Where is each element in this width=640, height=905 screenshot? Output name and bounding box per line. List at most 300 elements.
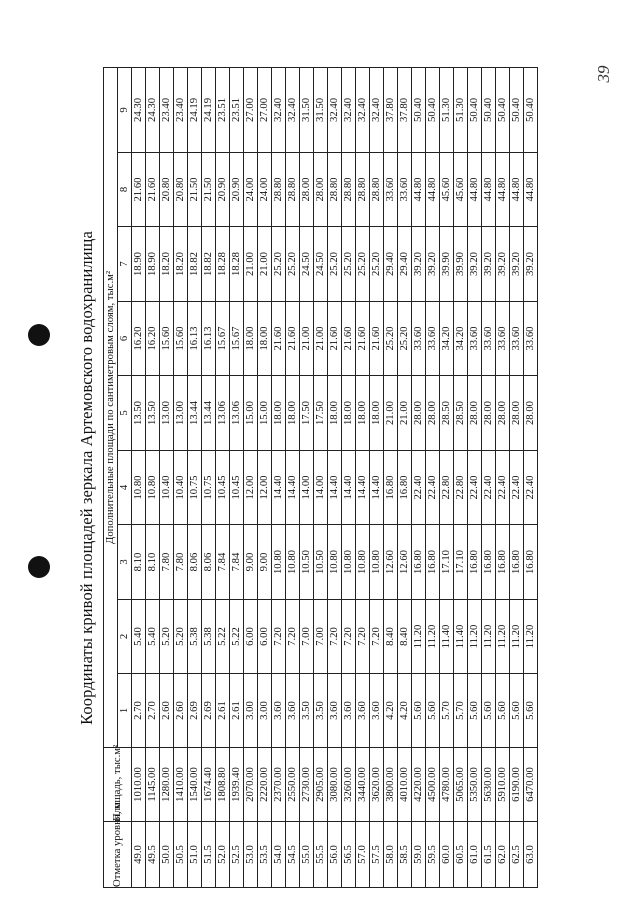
table-row xyxy=(244,67,258,887)
additional-area-cell: 25.20 xyxy=(342,227,356,302)
additional-area-cell: 39.20 xyxy=(426,227,440,302)
area-cell: 5630.00 xyxy=(482,748,496,822)
table-row xyxy=(454,67,468,887)
table-row xyxy=(440,67,454,887)
additional-area-cell: 44.80 xyxy=(510,153,524,227)
area-cell: 1010.00 xyxy=(132,748,146,822)
additional-area-cell: 22.40 xyxy=(510,451,524,525)
level-cell: 51.5 xyxy=(202,822,216,888)
additional-area-cell: 39.20 xyxy=(468,227,482,302)
additional-area-cell: 7.84 xyxy=(230,525,244,600)
additional-area-cell: 22.40 xyxy=(496,451,510,525)
additional-area-cell: 5.40 xyxy=(132,600,146,674)
column-number-header: 2 xyxy=(118,600,132,674)
additional-area-cell: 21.60 xyxy=(272,302,286,376)
additional-area-cell: 11.20 xyxy=(510,600,524,674)
additional-area-cell: 21.50 xyxy=(202,153,216,227)
table-row xyxy=(412,67,426,887)
additional-area-cell: 16.80 xyxy=(412,525,426,600)
additional-area-cell: 11.20 xyxy=(482,600,496,674)
area-cell: 2070.00 xyxy=(244,748,258,822)
additional-area-cell: 39.90 xyxy=(440,227,454,302)
level-cell: 50.0 xyxy=(160,822,174,888)
table-row xyxy=(524,67,538,887)
additional-area-cell: 7.80 xyxy=(174,525,188,600)
column-number-header: 4 xyxy=(118,451,132,525)
additional-area-cell: 3.60 xyxy=(286,674,300,748)
level-cell: 50.5 xyxy=(174,822,188,888)
area-curve-table-wrapper xyxy=(103,68,538,888)
level-cell: 63.0 xyxy=(524,822,538,888)
additional-area-cell: 15.67 xyxy=(216,302,230,376)
additional-area-cell: 5.22 xyxy=(230,600,244,674)
additional-area-cell: 24.19 xyxy=(188,67,202,152)
additional-area-cell: 10.80 xyxy=(370,525,384,600)
additional-area-cell: 12.00 xyxy=(244,451,258,525)
level-cell: 49.5 xyxy=(146,822,160,888)
additional-area-cell: 5.60 xyxy=(468,674,482,748)
punch-hole xyxy=(28,324,50,346)
table-row xyxy=(230,67,244,887)
level-cell: 55.5 xyxy=(314,822,328,888)
additional-area-cell: 3.60 xyxy=(272,674,286,748)
additional-area-cell: 22.40 xyxy=(412,451,426,525)
additional-area-cell: 23.51 xyxy=(230,67,244,152)
additional-area-cell: 16.80 xyxy=(524,525,538,600)
column-number-header: 8 xyxy=(118,153,132,227)
table-row xyxy=(286,67,300,887)
additional-area-cell: 32.40 xyxy=(356,67,370,152)
additional-area-cell: 18.28 xyxy=(230,227,244,302)
additional-area-cell: 20.90 xyxy=(216,153,230,227)
additional-area-cell: 50.40 xyxy=(412,67,426,152)
additional-area-cell: 16.80 xyxy=(496,525,510,600)
level-cell: 61.5 xyxy=(482,822,496,888)
additional-area-cell: 16.13 xyxy=(188,302,202,376)
column-number-header: 9 xyxy=(118,67,132,152)
additional-area-cell: 11.20 xyxy=(412,600,426,674)
table-row xyxy=(482,67,496,887)
additional-area-cell: 39.90 xyxy=(454,227,468,302)
additional-area-cell: 18.00 xyxy=(258,302,272,376)
additional-area-cell: 21.60 xyxy=(342,302,356,376)
additional-area-cell: 2.60 xyxy=(160,674,174,748)
additional-area-cell: 33.60 xyxy=(412,302,426,376)
additional-area-cell: 3.60 xyxy=(328,674,342,748)
additional-area-cell: 18.82 xyxy=(188,227,202,302)
area-cell: 2370.00 xyxy=(272,748,286,822)
additional-area-cell: 5.60 xyxy=(482,674,496,748)
additional-area-cell: 50.40 xyxy=(468,67,482,152)
level-cell: 57.5 xyxy=(370,822,384,888)
additional-area-cell: 28.80 xyxy=(342,153,356,227)
additional-area-cell: 17.10 xyxy=(440,525,454,600)
additional-area-cell: 18.20 xyxy=(174,227,188,302)
additional-area-cell: 10.80 xyxy=(146,451,160,525)
additional-area-cell: 6.00 xyxy=(258,600,272,674)
additional-area-cell: 5.60 xyxy=(524,674,538,748)
table-row xyxy=(174,67,188,887)
table-row xyxy=(328,67,342,887)
additional-area-cell: 11.40 xyxy=(440,600,454,674)
additional-area-cell: 28.00 xyxy=(482,376,496,451)
table-row xyxy=(510,67,524,887)
level-cell: 59.5 xyxy=(426,822,440,888)
additional-area-cell: 7.20 xyxy=(272,600,286,674)
level-cell: 58.0 xyxy=(384,822,398,888)
additional-area-cell: 10.75 xyxy=(188,451,202,525)
additional-area-cell: 39.20 xyxy=(496,227,510,302)
additional-area-cell: 14.00 xyxy=(314,451,328,525)
additional-area-cell: 7.84 xyxy=(216,525,230,600)
additional-area-cell: 25.20 xyxy=(272,227,286,302)
additional-area-cell: 24.30 xyxy=(132,67,146,152)
punch-hole xyxy=(28,556,50,578)
additional-area-cell: 10.40 xyxy=(160,451,174,525)
additional-area-cell: 27.00 xyxy=(258,67,272,152)
additional-area-cell: 18.00 xyxy=(328,376,342,451)
additional-area-cell: 13.06 xyxy=(230,376,244,451)
additional-area-cell: 5.60 xyxy=(510,674,524,748)
header-area: Площадь, тыс.м² xyxy=(104,748,132,822)
additional-area-cell: 45.60 xyxy=(454,153,468,227)
area-cell: 1674.40 xyxy=(202,748,216,822)
area-cell: 6470.00 xyxy=(524,748,538,822)
additional-area-cell: 44.80 xyxy=(426,153,440,227)
additional-area-cell: 28.80 xyxy=(272,153,286,227)
table-row xyxy=(216,67,230,887)
additional-area-cell: 29.40 xyxy=(398,227,412,302)
level-cell: 62.5 xyxy=(510,822,524,888)
additional-area-cell: 7.00 xyxy=(300,600,314,674)
additional-area-cell: 28.80 xyxy=(286,153,300,227)
additional-area-cell: 20.80 xyxy=(174,153,188,227)
additional-area-cell: 44.80 xyxy=(482,153,496,227)
additional-area-cell: 50.40 xyxy=(482,67,496,152)
area-cell: 2550.00 xyxy=(286,748,300,822)
additional-area-cell: 8.40 xyxy=(398,600,412,674)
additional-area-cell: 7.20 xyxy=(328,600,342,674)
additional-area-cell: 51.30 xyxy=(454,67,468,152)
level-cell: 52.0 xyxy=(216,822,230,888)
additional-area-cell: 24.50 xyxy=(314,227,328,302)
additional-area-cell: 18.00 xyxy=(370,376,384,451)
additional-area-cell: 11.40 xyxy=(454,600,468,674)
table-row xyxy=(398,67,412,887)
additional-area-cell: 39.20 xyxy=(510,227,524,302)
additional-area-cell: 15.00 xyxy=(258,376,272,451)
additional-area-cell: 28.00 xyxy=(496,376,510,451)
additional-area-cell: 8.06 xyxy=(202,525,216,600)
additional-area-cell: 33.60 xyxy=(384,153,398,227)
additional-area-cell: 5.60 xyxy=(412,674,426,748)
additional-area-cell: 12.60 xyxy=(398,525,412,600)
table-row xyxy=(202,67,216,887)
additional-area-cell: 28.50 xyxy=(454,376,468,451)
header-level: Отметка уровня, м xyxy=(104,822,132,888)
additional-area-cell: 28.00 xyxy=(426,376,440,451)
level-cell: 57.0 xyxy=(356,822,370,888)
additional-area-cell: 37.80 xyxy=(384,67,398,152)
additional-area-cell: 18.00 xyxy=(244,302,258,376)
column-number-header: 5 xyxy=(118,376,132,451)
additional-area-cell: 22.40 xyxy=(468,451,482,525)
additional-area-cell: 24.30 xyxy=(146,67,160,152)
document-title: Координаты кривой площадей зеркала Артемовского водохранилища xyxy=(77,231,96,725)
additional-area-cell: 13.00 xyxy=(174,376,188,451)
column-number-header: 3 xyxy=(118,525,132,600)
additional-area-cell: 10.40 xyxy=(174,451,188,525)
additional-area-cell: 16.80 xyxy=(510,525,524,600)
additional-area-cell: 16.20 xyxy=(146,302,160,376)
additional-area-cell: 10.80 xyxy=(286,525,300,600)
additional-area-cell: 21.60 xyxy=(146,153,160,227)
additional-area-cell: 10.80 xyxy=(272,525,286,600)
additional-area-cell: 21.60 xyxy=(328,302,342,376)
additional-area-cell: 16.80 xyxy=(398,451,412,525)
additional-area-cell: 3.60 xyxy=(356,674,370,748)
additional-area-cell: 21.60 xyxy=(286,302,300,376)
additional-area-cell: 2.70 xyxy=(132,674,146,748)
header-additional-areas: Дополнительные площади по сантиметровым слоям, тыс.м² xyxy=(104,67,118,747)
additional-area-cell: 5.38 xyxy=(188,600,202,674)
table-row xyxy=(300,67,314,887)
additional-area-cell: 22.80 xyxy=(454,451,468,525)
area-cell: 1145.00 xyxy=(146,748,160,822)
additional-area-cell: 5.60 xyxy=(426,674,440,748)
table-row xyxy=(146,67,160,887)
additional-area-cell: 9.00 xyxy=(258,525,272,600)
additional-area-cell: 28.00 xyxy=(524,376,538,451)
area-cell: 1939.40 xyxy=(230,748,244,822)
additional-area-cell: 13.50 xyxy=(132,376,146,451)
additional-area-cell: 20.90 xyxy=(230,153,244,227)
level-cell: 58.5 xyxy=(398,822,412,888)
additional-area-cell: 29.40 xyxy=(384,227,398,302)
additional-area-cell: 23.40 xyxy=(160,67,174,152)
additional-area-cell: 21.00 xyxy=(398,376,412,451)
area-cell: 3800.00 xyxy=(384,748,398,822)
additional-area-cell: 33.60 xyxy=(482,302,496,376)
additional-area-cell: 10.50 xyxy=(300,525,314,600)
additional-area-cell: 10.50 xyxy=(314,525,328,600)
additional-area-cell: 2.69 xyxy=(188,674,202,748)
additional-area-cell: 28.00 xyxy=(314,153,328,227)
additional-area-cell: 18.82 xyxy=(202,227,216,302)
table-row xyxy=(258,67,272,887)
level-cell: 61.0 xyxy=(468,822,482,888)
additional-area-cell: 23.40 xyxy=(174,67,188,152)
additional-area-cell: 44.80 xyxy=(524,153,538,227)
additional-area-cell: 11.20 xyxy=(524,600,538,674)
additional-area-cell: 32.40 xyxy=(272,67,286,152)
additional-area-cell: 50.40 xyxy=(496,67,510,152)
additional-area-cell: 18.28 xyxy=(216,227,230,302)
table-row xyxy=(342,67,356,887)
additional-area-cell: 3.00 xyxy=(258,674,272,748)
area-cell: 2905.00 xyxy=(314,748,328,822)
additional-area-cell: 10.80 xyxy=(328,525,342,600)
additional-area-cell: 22.40 xyxy=(524,451,538,525)
additional-area-cell: 18.90 xyxy=(132,227,146,302)
additional-area-cell: 33.60 xyxy=(496,302,510,376)
additional-area-cell: 22.40 xyxy=(426,451,440,525)
additional-area-cell: 24.00 xyxy=(244,153,258,227)
column-number-header: 1 xyxy=(118,674,132,748)
area-cell: 1540.00 xyxy=(188,748,202,822)
level-cell: 53.0 xyxy=(244,822,258,888)
table-row xyxy=(496,67,510,887)
additional-area-cell: 11.20 xyxy=(468,600,482,674)
table-row xyxy=(468,67,482,887)
additional-area-cell: 2.61 xyxy=(230,674,244,748)
level-cell: 60.0 xyxy=(440,822,454,888)
additional-area-cell: 15.67 xyxy=(230,302,244,376)
additional-area-cell: 16.80 xyxy=(482,525,496,600)
additional-area-cell: 2.60 xyxy=(174,674,188,748)
additional-area-cell: 13.44 xyxy=(202,376,216,451)
level-cell: 62.0 xyxy=(496,822,510,888)
additional-area-cell: 39.20 xyxy=(412,227,426,302)
additional-area-cell: 8.10 xyxy=(146,525,160,600)
additional-area-cell: 15.60 xyxy=(174,302,188,376)
additional-area-cell: 34.20 xyxy=(440,302,454,376)
additional-area-cell: 24.00 xyxy=(258,153,272,227)
level-cell: 51.0 xyxy=(188,822,202,888)
additional-area-cell: 7.20 xyxy=(286,600,300,674)
additional-area-cell: 10.75 xyxy=(202,451,216,525)
additional-area-cell: 16.20 xyxy=(132,302,146,376)
additional-area-cell: 11.20 xyxy=(496,600,510,674)
additional-area-cell: 3.60 xyxy=(342,674,356,748)
additional-area-cell: 25.20 xyxy=(384,302,398,376)
additional-area-cell: 18.00 xyxy=(272,376,286,451)
additional-area-cell: 7.80 xyxy=(160,525,174,600)
additional-area-cell: 21.60 xyxy=(356,302,370,376)
additional-area-cell: 28.00 xyxy=(412,376,426,451)
additional-area-cell: 16.80 xyxy=(468,525,482,600)
additional-area-cell: 5.70 xyxy=(454,674,468,748)
additional-area-cell: 15.60 xyxy=(160,302,174,376)
additional-area-cell: 25.20 xyxy=(356,227,370,302)
additional-area-cell: 28.80 xyxy=(328,153,342,227)
additional-area-cell: 7.20 xyxy=(342,600,356,674)
additional-area-cell: 28.80 xyxy=(356,153,370,227)
additional-area-cell: 24.50 xyxy=(300,227,314,302)
table-row xyxy=(188,67,202,887)
additional-area-cell: 10.80 xyxy=(132,451,146,525)
additional-area-cell: 32.40 xyxy=(286,67,300,152)
level-cell: 54.0 xyxy=(272,822,286,888)
additional-area-cell: 7.20 xyxy=(370,600,384,674)
additional-area-cell: 44.80 xyxy=(412,153,426,227)
level-cell: 56.0 xyxy=(328,822,342,888)
area-cell: 3440.00 xyxy=(356,748,370,822)
additional-area-cell: 14.00 xyxy=(300,451,314,525)
rotated-page-content xyxy=(72,65,632,888)
additional-area-cell: 14.40 xyxy=(286,451,300,525)
additional-area-cell: 28.00 xyxy=(468,376,482,451)
additional-area-cell: 21.00 xyxy=(314,302,328,376)
table-row xyxy=(160,67,174,887)
additional-area-cell: 18.00 xyxy=(286,376,300,451)
area-cell: 3080.00 xyxy=(328,748,342,822)
column-number-header: 6 xyxy=(118,302,132,376)
additional-area-cell: 25.20 xyxy=(286,227,300,302)
additional-area-cell: 2.69 xyxy=(202,674,216,748)
column-number-header: 7 xyxy=(118,227,132,302)
additional-area-cell: 39.20 xyxy=(482,227,496,302)
additional-area-cell: 2.61 xyxy=(216,674,230,748)
additional-area-cell: 5.38 xyxy=(202,600,216,674)
additional-area-cell: 14.40 xyxy=(342,451,356,525)
additional-area-cell: 28.80 xyxy=(370,153,384,227)
additional-area-cell: 25.20 xyxy=(328,227,342,302)
additional-area-cell: 12.00 xyxy=(258,451,272,525)
level-cell: 60.5 xyxy=(454,822,468,888)
additional-area-cell: 14.40 xyxy=(356,451,370,525)
additional-area-cell: 14.40 xyxy=(272,451,286,525)
area-cell: 3620.00 xyxy=(370,748,384,822)
additional-area-cell: 20.80 xyxy=(160,153,174,227)
additional-area-cell: 13.06 xyxy=(216,376,230,451)
additional-area-cell: 34.20 xyxy=(454,302,468,376)
additional-area-cell: 32.40 xyxy=(342,67,356,152)
additional-area-cell: 5.40 xyxy=(146,600,160,674)
additional-area-cell: 18.00 xyxy=(342,376,356,451)
additional-area-cell: 22.80 xyxy=(440,451,454,525)
additional-area-cell: 5.20 xyxy=(160,600,174,674)
additional-area-cell: 33.60 xyxy=(426,302,440,376)
additional-area-cell: 24.19 xyxy=(202,67,216,152)
additional-area-cell: 37.80 xyxy=(398,67,412,152)
level-cell: 54.5 xyxy=(286,822,300,888)
page-number: 39 xyxy=(594,65,613,83)
additional-area-cell: 14.40 xyxy=(370,451,384,525)
additional-area-cell: 11.20 xyxy=(426,600,440,674)
area-curve-table xyxy=(103,67,538,888)
additional-area-cell: 7.00 xyxy=(314,600,328,674)
additional-area-cell: 5.22 xyxy=(216,600,230,674)
additional-area-cell: 51.30 xyxy=(440,67,454,152)
additional-area-cell: 10.80 xyxy=(342,525,356,600)
area-cell: 4220.00 xyxy=(412,748,426,822)
table-row xyxy=(356,67,370,887)
additional-area-cell: 50.40 xyxy=(426,67,440,152)
additional-area-cell: 25.20 xyxy=(398,302,412,376)
area-cell: 5350.00 xyxy=(468,748,482,822)
additional-area-cell: 18.20 xyxy=(160,227,174,302)
additional-area-cell: 6.00 xyxy=(244,600,258,674)
additional-area-cell: 3.50 xyxy=(300,674,314,748)
level-cell: 56.5 xyxy=(342,822,356,888)
area-cell: 2220.00 xyxy=(258,748,272,822)
additional-area-cell: 21.60 xyxy=(370,302,384,376)
area-cell: 4500.00 xyxy=(426,748,440,822)
additional-area-cell: 16.13 xyxy=(202,302,216,376)
additional-area-cell: 3.60 xyxy=(370,674,384,748)
table-row xyxy=(314,67,328,887)
additional-area-cell: 22.40 xyxy=(482,451,496,525)
additional-area-cell: 33.60 xyxy=(468,302,482,376)
additional-area-cell: 13.00 xyxy=(160,376,174,451)
additional-area-cell: 17.50 xyxy=(314,376,328,451)
additional-area-cell: 10.45 xyxy=(230,451,244,525)
additional-area-cell: 39.20 xyxy=(524,227,538,302)
additional-area-cell: 12.60 xyxy=(384,525,398,600)
additional-area-cell: 31.50 xyxy=(300,67,314,152)
additional-area-cell: 14.40 xyxy=(328,451,342,525)
